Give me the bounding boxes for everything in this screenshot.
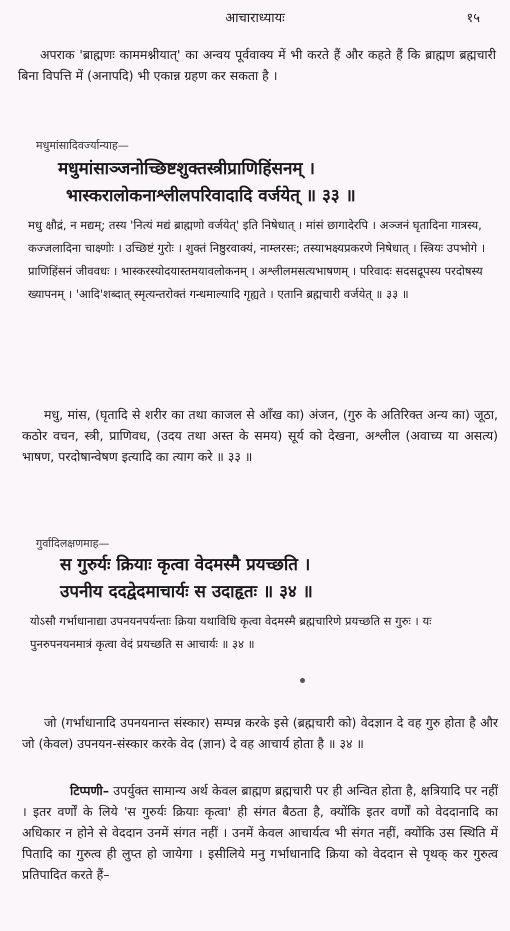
- verse-34-introduction: गुर्वादिलक्षणमाह—: [36, 537, 110, 550]
- paragraph-apararka: [18, 44, 496, 86]
- verse-34-line-1: स गुरुर्यः क्रियाः कृत्वा वेदमस्मै प्रयच्छति ।: [60, 555, 311, 575]
- verse-33-line-2: भास्करालोकनाश्लीलपरिवादादि वर्जयेत् ॥ ३३ ॥: [66, 186, 356, 206]
- page-number: १५: [466, 11, 480, 26]
- verse-34-translation-text: जो (गर्भाधानादि उपनयनान्त संस्कार) सम्पन्न करके इसे (ब्रह्मचारी को) वेदज्ञान दे वह गुरु होता है और जो (केवल) उपनयन-संस्कार करके वेद (ज्ञान) दे वह आचार्य होता है ॥ ३४ ॥: [22, 715, 498, 751]
- running-title: आचाराध्यायः: [225, 11, 285, 26]
- verse-33-commentary: मधु क्षौद्रं, न मद्यम्; तस्य 'नित्यं मद्यं ब्राह्मणो वर्जयेत्' इति निषेधात् । मांसं छागादेरपि । अञ्जनं घृतादिना गात्रस्य, कज्जलादिना चाक्ष्णोः । उच्छिष्टं गुरोः । शुक्तं निष्ठुरवाक्यं, नाम्लरसः; तस्याभक्ष्यप्रकरणे निषेधात् । स्त्रियः उपभोगे । प्राणिहिंसनं जीववधः । भास्करस्योदयास्तमयावलोकनम् । अश्लीलमसत्यभाषणम् । परिवादः सदसद्रूपस्य परदोषस्य ख्यापनम् । 'आदि'शब्दात् स्मृत्यन्तरोक्तं गन्धमाल्यादि गृह्यते । एतानि ब्रह्मचारी वर्जयेत् ॥ ३३ ॥: [28, 218, 486, 301]
- paragraph-apararka-text: अपराक 'ब्राह्मणः काममश्नीयात्' का अन्वय पूर्ववाक्य में भी करते हैं और कहते हैं कि ब्राह्मण ब्रह्मचारी बिना विपत्ति में (अनापदि) भी एकान्न ग्रहण कर सकता है ।: [18, 47, 496, 83]
- verse-34-commentary: योऽसौ गर्भाधानाद्या उपनयनपर्यन्ताः क्रिया यथाविधि कृत्वा वेदमस्मै ब्रह्मचारिणे प्रयच्छति स गुरुः । यः पुनरुपनयनमात्रं कृत्वा वेदं प्रयच्छति स आचार्यः ॥ ३४ ॥: [30, 614, 432, 651]
- verse-34-translation: [22, 712, 498, 754]
- verse-33-translation: [22, 404, 498, 467]
- page-header: [0, 8, 510, 28]
- print-dot-mark: [300, 678, 305, 683]
- note-paragraph: [22, 780, 498, 885]
- verse-34-line-2: उपनीय ददद्वेदमाचार्यः स उदाहृतः ॥ ३४ ॥: [60, 582, 313, 602]
- verse-33-translation-text: मधु, मांस, (घृतादि से शरीर का तथा काजल से आँख का) अंजन, (गुरु के अतिरिक्त अन्य का) जूठा, कठोर वचन, स्त्री, प्राणिवध, (उदय तथा अस्त के समय) सूर्य को देखना, अश्लील (अवाच्य या असत्य) भाषण, परदोषान्वेषण इत्यादि का त्याग करे ॥ ३३ ॥: [22, 407, 498, 464]
- note-text: उपर्युक्त सामान्य अर्थ केवल ब्राह्मण ब्रह्मचारी पर ही अन्वित होता है, क्षत्रियादि पर नहीं । इतर वर्णों के लिये 'स गुरुर्यः क्रियाः कृत्वा' ही संगत बैठता है, क्योंकि इतर वर्णों को वेददानादि का अधिकार न होने से वेददान उनमें संगत नहीं । उनमें केवल आचार्यत्व भी संगत नहीं, क्योंकि उस स्थिति में पितादि का गुरुत्व ही लुप्त हो जायेगा । इसीलिये मनु गर्भाधानादि क्रिया को वेददान से पृथक् कर गुरुत्व प्रतिपादित करते हैं–: [22, 783, 498, 882]
- verse-33-introduction: मधुमांसादिवर्ज्यान्याह—: [36, 139, 129, 152]
- verse-34: [56, 552, 496, 606]
- verse-33: [46, 156, 496, 210]
- verse-33-line-1: मधुमांसाञ्जनोच्छिष्टशुक्तस्त्रीप्राणिहिंसनम् ।: [58, 159, 315, 179]
- note-label: टिप्पणी–: [70, 783, 110, 798]
